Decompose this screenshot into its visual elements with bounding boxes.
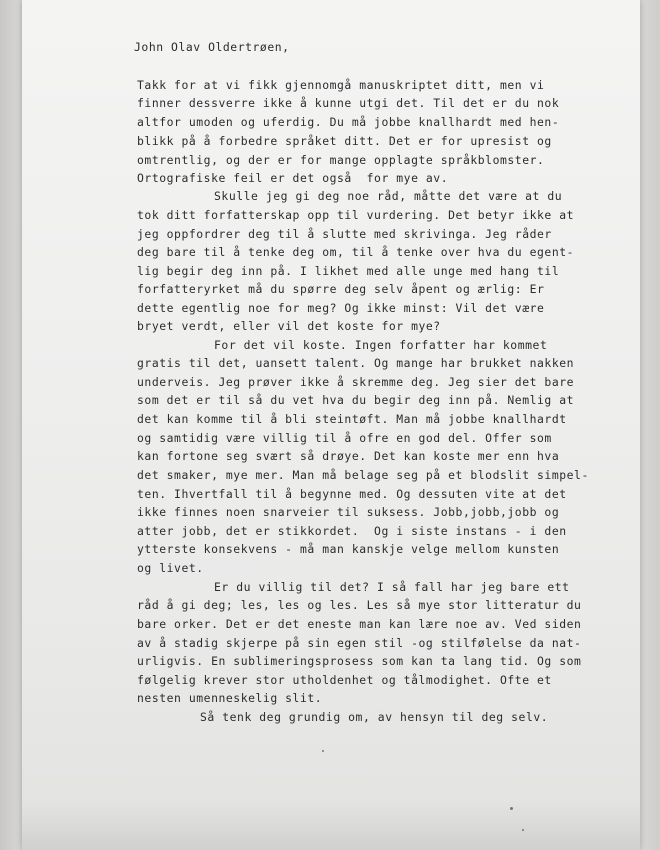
p3-line-10: ikke finnes noen snarveier til suksess. Jobb,jobb,jobb og	[137, 505, 560, 519]
p1-line-6: Ortografiske feil er det også for mye av.	[137, 171, 449, 185]
paper-speck	[322, 750, 324, 752]
paper-shadow	[22, 800, 640, 850]
p1-line-5: omtrentlig, og der er for mange opplagte språkblomster.	[137, 153, 545, 167]
p3-line-13: og livet.	[137, 561, 204, 575]
p3-line-3: underveis. Jeg prøver ikke å skremme deg. Jeg sier det bare	[137, 375, 575, 389]
p2-line-3: jeg oppfordrer deg til å slutte med skrivinga. Jeg råder	[137, 227, 552, 241]
p4-line-6: følgelig krever stor utholdenhet og tålmodighet. Ofte et	[137, 673, 552, 687]
salutation: John Olav Oldertrøen,	[134, 40, 290, 54]
p4-line-5: urligvis. En sublimeringsprosess som kan ta lang tid. Og som	[137, 654, 582, 668]
p4-line-7: nesten umenneskelig slit.	[137, 691, 323, 705]
paper-speck	[510, 807, 513, 810]
p4-line-2: råd å gi deg; les, les og les. Les så mye stor litteratur du	[137, 598, 582, 612]
p2-line-7: dette egentlig noe for meg? Og ikke minst: Vil det være	[137, 301, 545, 315]
p5-line-1: Så tenk deg grundig om, av hensyn til deg selv.	[200, 710, 549, 724]
p2-line-6: forfatteryrket må du spørre deg selv åpent og ærlig: Er	[137, 282, 545, 296]
p2-line-1: Skulle jeg gi deg noe råd, måtte det være at du	[214, 189, 563, 203]
p4-line-4: av å stadig skjerpe på sin egen stil -og stilfølelse da nat-	[137, 636, 582, 650]
p3-line-2: gratis til det, uansett talent. Og mange har brukket nakken	[137, 356, 575, 370]
p3-line-12: ytterste konsekvens - må man kanskje velge mellom kunsten	[137, 542, 560, 556]
letter-sheet	[22, 0, 640, 850]
p3-line-8: det smaker, mye mer. Man må belage seg på et blodslit simpel-	[137, 468, 589, 482]
p3-line-5: det kan komme til å bli steintøft. Man må jobbe knallhardt	[137, 412, 567, 426]
p1-line-3: altfor umoden og uferdig. Du må jobbe knallhardt med hen-	[137, 115, 560, 129]
p3-line-1: For det vil koste. Ingen forfatter har kommet	[214, 338, 548, 352]
p3-line-6: og samtidig være villig til å ofre en god del. Offer som	[137, 431, 552, 445]
p3-line-11: atter jobb, det er stikkordet. Og i siste instans - i den	[137, 524, 567, 538]
p2-line-4: deg bare til å tenke deg om, til å tenke over hva du egent-	[137, 245, 575, 259]
p2-line-2: tok ditt forfatterskap opp til vurdering. Det betyr ikke at	[137, 208, 575, 222]
p4-line-3: bare orker. Det er det eneste man kan lære noe av. Ved siden	[137, 617, 582, 631]
p1-line-2: finner dessverre ikke å kunne utgi det. Til det er du nok	[137, 96, 560, 110]
p2-line-8: bryet verdt, eller vil det koste for mye?	[137, 319, 441, 333]
p1-line-1: Takk for at vi fikk gjennomgå manuskriptet ditt, men vi	[137, 78, 545, 92]
p3-line-4: som det er til så du vet hva du begir deg inn på. Nemlig at	[137, 393, 575, 407]
p1-line-4: blikk på å forbedre språket ditt. Det er for upresist og	[137, 134, 552, 148]
p3-line-9: ten. Ihvertfall til å begynne med. Og dessuten vite at det	[137, 487, 567, 501]
p3-line-7: kan fortone seg svært så drøye. Det kan koste mer enn hva	[137, 449, 560, 463]
p2-line-5: lig begir deg inn på. I likhet med alle unge med hang til	[137, 264, 560, 278]
paper-speck	[522, 829, 524, 831]
p4-line-1: Er du villig til det? I så fall har jeg bare ett	[214, 580, 570, 594]
